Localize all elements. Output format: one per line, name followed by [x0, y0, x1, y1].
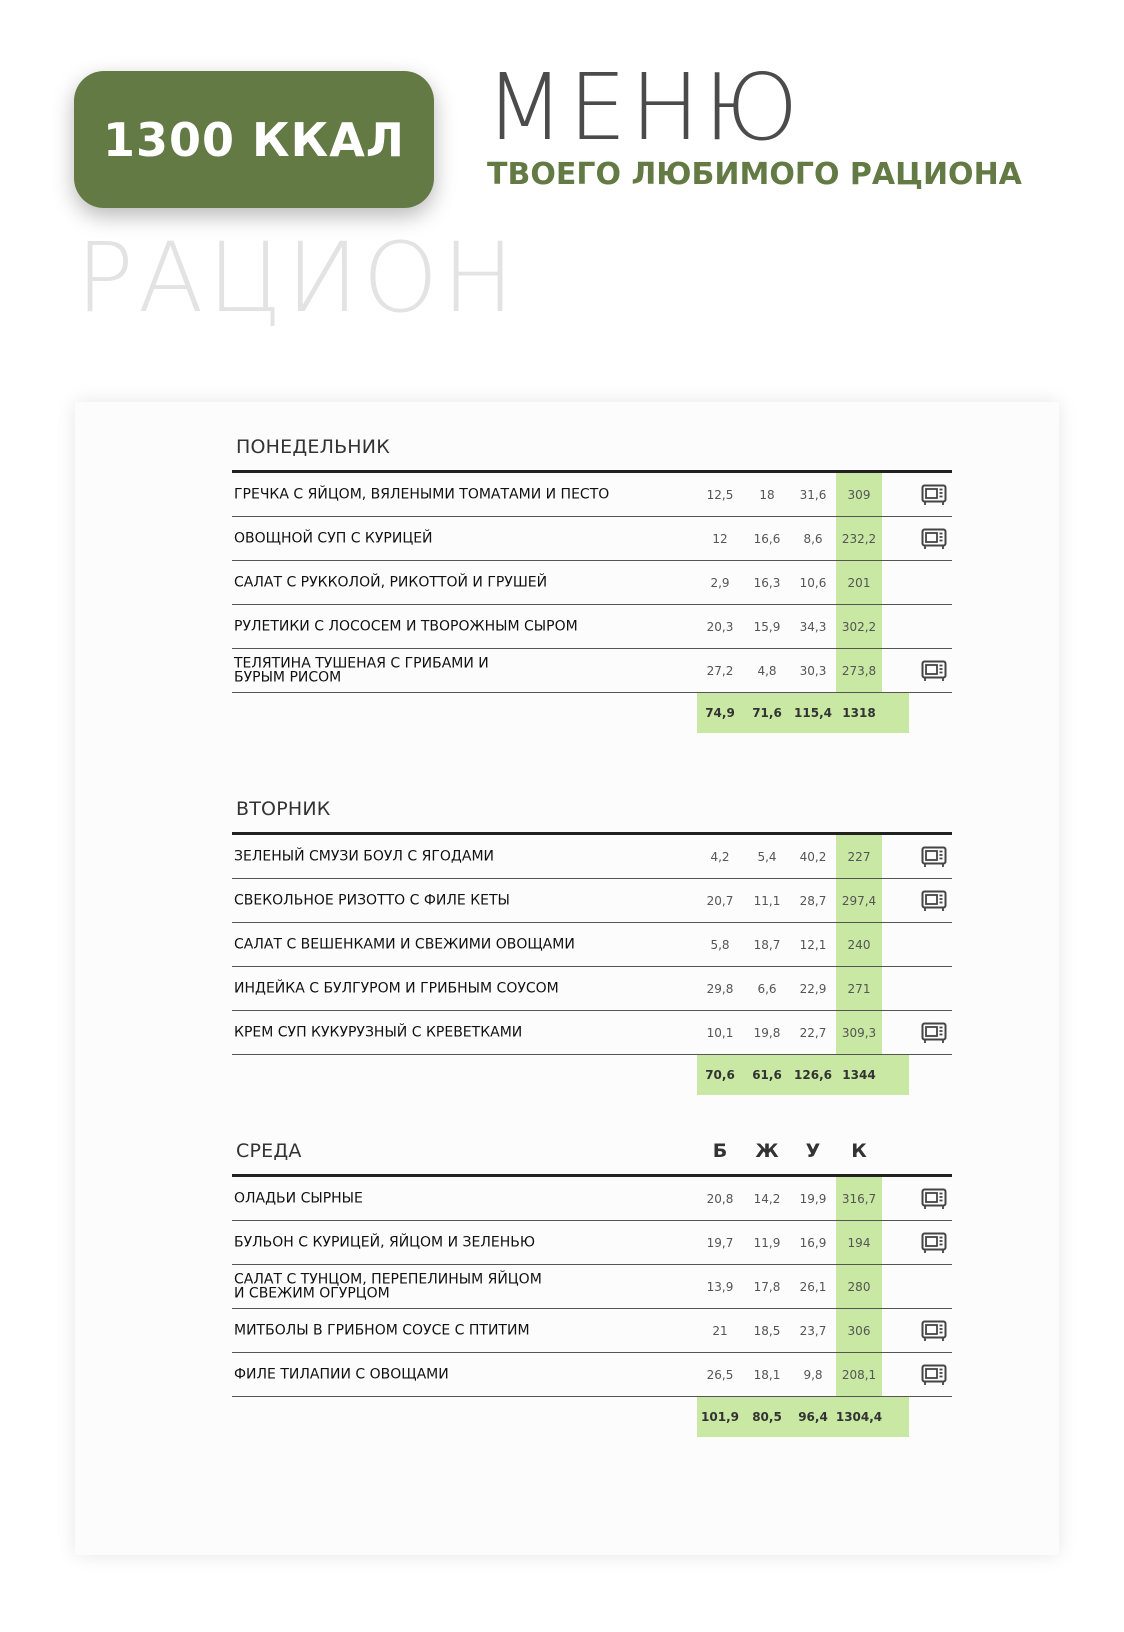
watermark-text: РАЦИОН — [76, 222, 519, 334]
day-title: ПОНЕДЕЛЬНИК — [236, 436, 390, 458]
value-u: 31,6 — [799, 487, 827, 502]
dish-name: СВЕКОЛЬНОЕ РИЗОТТО С ФИЛЕ КЕТЫ — [234, 892, 510, 909]
total-u: 115,4 — [794, 706, 832, 720]
table-row — [232, 561, 952, 605]
value-zh: 5,4 — [757, 849, 777, 864]
day-header — [232, 780, 952, 832]
dish-name: САЛАТ С РУККОЛОЙ, РИКОТТОЙ И ГРУШЕЙ — [234, 574, 548, 591]
value-k: 227 — [836, 835, 882, 878]
table-row — [232, 473, 952, 517]
value-b: 10,1 — [706, 1025, 734, 1040]
microwave-icon — [914, 835, 954, 878]
value-b: 12 — [712, 531, 728, 546]
dish-name: КРЕМ СУП КУКУРУЗНЫЙ С КРЕВЕТКАМИ — [234, 1024, 523, 1041]
value-k: 302,2 — [836, 605, 882, 648]
page-title: МЕНЮ — [485, 54, 803, 161]
table-row — [232, 967, 952, 1011]
value-k: 309,3 — [836, 1011, 882, 1054]
value-k: 280 — [836, 1265, 882, 1308]
value-zh: 11,9 — [753, 1235, 781, 1250]
value-u: 8,6 — [803, 531, 823, 546]
value-u: 22,9 — [799, 981, 827, 996]
value-b: 2,9 — [710, 575, 730, 590]
total-k: 1344 — [842, 1068, 876, 1082]
totals-row — [232, 1397, 952, 1437]
value-k: 208,1 — [836, 1353, 882, 1396]
value-k: 297,4 — [836, 879, 882, 922]
table-row — [232, 923, 952, 967]
value-k: 309 — [836, 473, 882, 516]
value-k: 201 — [836, 561, 882, 604]
value-k: 194 — [836, 1221, 882, 1264]
microwave-icon — [914, 1221, 954, 1264]
dish-name: ТЕЛЯТИНА ТУШЕНАЯ С ГРИБАМИ И БУРЫМ РИСОМ — [234, 654, 489, 686]
value-u: 9,8 — [803, 1367, 823, 1382]
dish-name: ГРЕЧКА С ЯЙЦОМ, ВЯЛЕНЫМИ ТОМАТАМИ И ПЕСТО — [234, 486, 610, 503]
dish-name: ИНДЕЙКА С БУЛГУРОМ И ГРИБНЫМ СОУСОМ — [234, 980, 559, 997]
value-b: 12,5 — [706, 487, 734, 502]
day-section — [232, 1122, 952, 1437]
table-row — [232, 1265, 952, 1309]
day-title: ВТОРНИК — [236, 798, 331, 820]
value-b: 26,5 — [706, 1367, 734, 1382]
microwave-icon — [914, 649, 954, 692]
value-u: 16,9 — [799, 1235, 827, 1250]
value-u: 22,7 — [799, 1025, 827, 1040]
dish-name: БУЛЬОН С КУРИЦЕЙ, ЯЙЦОМ И ЗЕЛЕНЬЮ — [234, 1234, 535, 1251]
page-subtitle: ТВОЕГО ЛЮБИМОГО РАЦИОНА — [487, 157, 1022, 192]
value-u: 26,1 — [799, 1279, 827, 1294]
dish-name: РУЛЕТИКИ С ЛОСОСЕМ И ТВОРОЖНЫМ СЫРОМ — [234, 618, 578, 635]
value-u: 12,1 — [799, 937, 827, 952]
day-title: СРЕДА — [236, 1140, 302, 1162]
table-row — [232, 1309, 952, 1353]
value-k: 232,2 — [836, 517, 882, 560]
value-u: 10,6 — [799, 575, 827, 590]
total-b: 101,9 — [701, 1410, 739, 1424]
menu-table — [232, 470, 952, 693]
microwave-icon — [914, 517, 954, 560]
day-header — [232, 1122, 952, 1174]
dish-name: МИТБОЛЫ В ГРИБНОМ СОУСЕ С ПТИТИМ — [234, 1322, 530, 1339]
menu-table — [232, 1174, 952, 1397]
day-section — [232, 418, 952, 733]
value-zh: 19,8 — [753, 1025, 781, 1040]
value-b: 20,3 — [706, 619, 734, 634]
value-zh: 6,6 — [757, 981, 777, 996]
dish-name: САЛАТ С ТУНЦОМ, ПЕРЕПЕЛИНЫМ ЯЙЦОМ И СВЕЖИМ ОГУРЦОМ — [234, 1270, 542, 1302]
total-k: 1318 — [842, 706, 876, 720]
value-b: 5,8 — [710, 937, 730, 952]
microwave-icon — [914, 473, 954, 516]
total-zh: 71,6 — [752, 706, 782, 720]
value-u: 28,7 — [799, 893, 827, 908]
value-u: 19,9 — [799, 1191, 827, 1206]
value-b: 13,9 — [706, 1279, 734, 1294]
value-b: 29,8 — [706, 981, 734, 996]
column-header: У — [805, 1140, 821, 1162]
value-u: 40,2 — [799, 849, 827, 864]
day-header — [232, 418, 952, 470]
microwave-icon — [914, 1309, 954, 1352]
value-b: 27,2 — [706, 663, 734, 678]
dish-name: САЛАТ С ВЕШЕНКАМИ И СВЕЖИМИ ОВОЩАМИ — [234, 936, 575, 953]
table-row — [232, 1177, 952, 1221]
value-k: 306 — [836, 1309, 882, 1352]
table-row — [232, 649, 952, 693]
microwave-icon — [914, 1011, 954, 1054]
value-k: 271 — [836, 967, 882, 1010]
value-b: 20,7 — [706, 893, 734, 908]
value-k: 240 — [836, 923, 882, 966]
value-k: 316,7 — [836, 1177, 882, 1220]
value-zh: 4,8 — [757, 663, 777, 678]
value-zh: 18 — [759, 487, 775, 502]
total-zh: 61,6 — [752, 1068, 782, 1082]
total-b: 74,9 — [705, 706, 735, 720]
value-k: 273,8 — [836, 649, 882, 692]
microwave-icon — [914, 879, 954, 922]
dish-name: ФИЛЕ ТИЛАПИИ С ОВОЩАМИ — [234, 1366, 449, 1383]
totals-row — [232, 1055, 952, 1095]
dish-name: ЗЕЛЕНЫЙ СМУЗИ БОУЛ С ЯГОДАМИ — [234, 848, 494, 865]
microwave-icon — [914, 1177, 954, 1220]
value-b: 21 — [712, 1323, 728, 1338]
dish-name: ОВОЩНОЙ СУП С КУРИЦЕЙ — [234, 530, 433, 547]
calorie-badge-label: 1300 ККАЛ — [102, 112, 406, 167]
value-u: 34,3 — [799, 619, 827, 634]
value-u: 30,3 — [799, 663, 827, 678]
total-b: 70,6 — [705, 1068, 735, 1082]
menu-table — [232, 832, 952, 1055]
table-row — [232, 1221, 952, 1265]
column-header: Б — [712, 1140, 728, 1162]
table-row — [232, 1011, 952, 1055]
value-b: 19,7 — [706, 1235, 734, 1250]
column-header: Ж — [755, 1140, 779, 1162]
value-zh: 14,2 — [753, 1191, 781, 1206]
dish-name: ОЛАДЬИ СЫРНЫЕ — [234, 1190, 363, 1207]
table-row — [232, 517, 952, 561]
table-row — [232, 835, 952, 879]
day-section — [232, 780, 952, 1095]
value-b: 20,8 — [706, 1191, 734, 1206]
value-zh: 18,1 — [753, 1367, 781, 1382]
table-row — [232, 1353, 952, 1397]
value-zh: 16,3 — [753, 575, 781, 590]
total-zh: 80,5 — [752, 1410, 782, 1424]
calorie-badge — [74, 71, 434, 208]
total-u: 126,6 — [794, 1068, 832, 1082]
value-b: 4,2 — [710, 849, 730, 864]
value-zh: 15,9 — [753, 619, 781, 634]
value-zh: 11,1 — [753, 893, 781, 908]
totals-row — [232, 693, 952, 733]
total-u: 96,4 — [798, 1410, 828, 1424]
value-u: 23,7 — [799, 1323, 827, 1338]
microwave-icon — [914, 1353, 954, 1396]
value-zh: 18,7 — [753, 937, 781, 952]
table-row — [232, 879, 952, 923]
value-zh: 17,8 — [753, 1279, 781, 1294]
table-row — [232, 605, 952, 649]
total-k: 1304,4 — [835, 1410, 883, 1424]
value-zh: 16,6 — [753, 531, 781, 546]
value-zh: 18,5 — [753, 1323, 781, 1338]
column-header: К — [851, 1140, 867, 1162]
